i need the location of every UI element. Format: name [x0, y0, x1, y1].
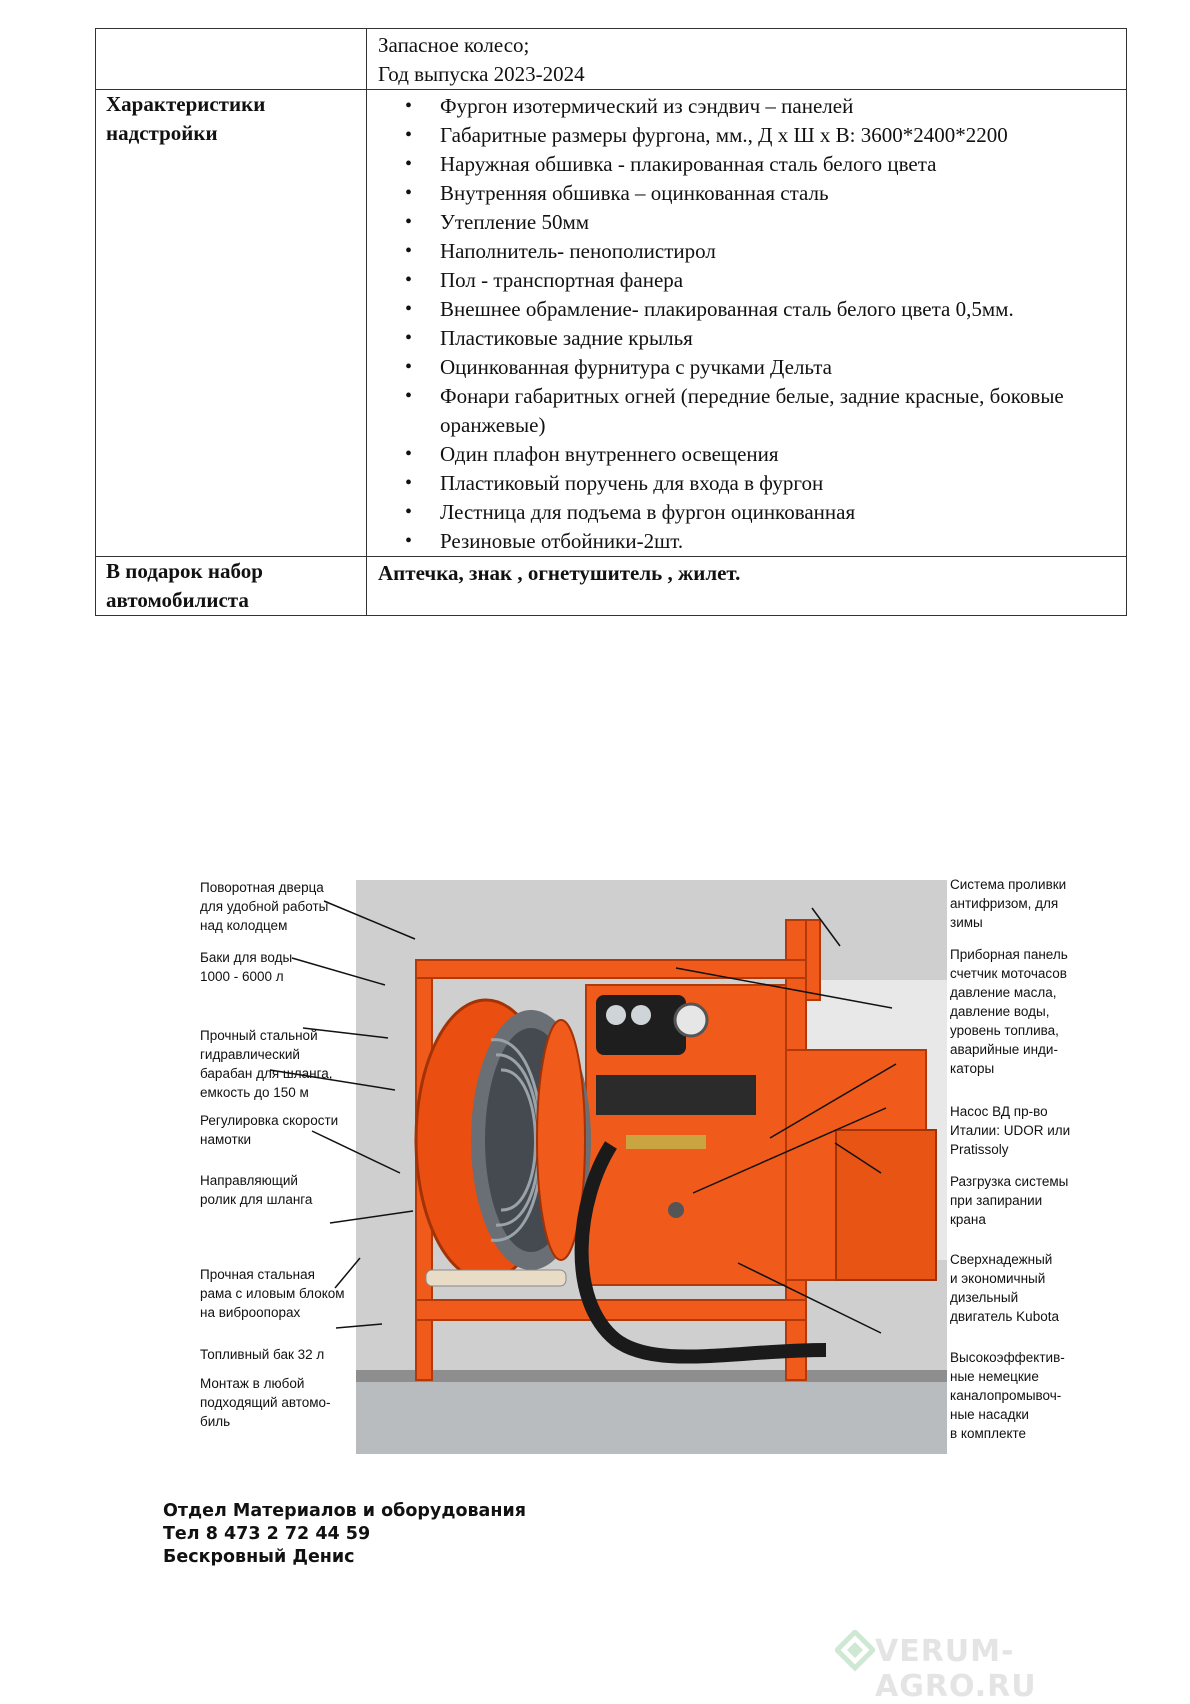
equipment-figure [200, 878, 1105, 1458]
spare-wheel-text: Запасное колесо; [378, 33, 530, 57]
list-item: • Внутренняя обшивка – оцинкованная сталь [440, 179, 1116, 208]
body-spec-cell [367, 90, 1127, 557]
row-label-gift: В подарок набор автомобилиста [96, 557, 367, 616]
callout-mounting: Монтаж в любой подходящий автомо- биль [200, 1376, 331, 1429]
table-cell-continued [367, 29, 1127, 90]
callout-winding-speed: Регулировка скорости намотки [200, 1113, 339, 1147]
callout-antifreeze: Система проливки антифризом, для зимы [950, 877, 1067, 930]
list-item: • Оцинкованная фурнитура с ручками Дельта [440, 353, 1116, 382]
callout-guide-roller: Направляющий ролик для шланга [200, 1173, 313, 1207]
contact-phone: Тел 8 473 2 72 44 59 [163, 1524, 371, 1544]
list-item: • Пластиковый поручень для входа в фургон [440, 469, 1116, 498]
list-item: • Один плафон внутреннего освещения [440, 440, 1116, 469]
table-cell-empty [96, 29, 367, 90]
callout-dashboard: Приборная панель счетчик моточасов давление масла, давление воды, уровень топлива, аварийные инди- каторы [950, 947, 1068, 1076]
callout-swivel-door: Поворотная дверца для удобной работы над колодцем [200, 880, 329, 933]
contact-person: Бескровный Денис [163, 1547, 355, 1567]
callout-diesel-engine: Сверхнадежный и экономичный дизельный двигатель Kubota [950, 1252, 1059, 1324]
list-item: • Наружная обшивка - плакированная сталь белого цвета [440, 150, 1116, 179]
gift-value: Аптечка, знак , огнетушитель , жилет. [367, 557, 1127, 616]
callout-hp-pump: Насос ВД пр-во Италии: UDOR или Pratissoly [950, 1104, 1071, 1157]
list-item: • Фонари габаритных огней (передние белые, задние красные, боковые оранжевые) [440, 382, 1116, 440]
spec-table [95, 28, 1127, 616]
list-item: • Пластиковые задние крылья [440, 324, 1116, 353]
callout-water-tanks: Баки для воды 1000 - 6000 л [200, 950, 293, 984]
contact-department: Отдел Материалов и оборудования [163, 1501, 526, 1521]
table-row [96, 90, 1127, 557]
table-row [96, 29, 1127, 90]
body-spec-list [378, 92, 1116, 556]
row-label-body: Характеристики надстройки [96, 90, 367, 557]
callout-hose-drum: Прочный стальной гидравлический барабан для шланга, емкость до 150 м [200, 1028, 333, 1100]
list-item: • Резиновые отбойники-2шт. [440, 527, 1116, 556]
watermark-text: VERUM-AGRO.RU [875, 1634, 1037, 1704]
list-item: • Фургон изотермический из сэндвич – панелей [440, 92, 1116, 121]
contact-block [163, 1500, 526, 1569]
verum-logo-icon [835, 1630, 875, 1674]
list-item: • Лестница для подъема в фургон оцинкованная [440, 498, 1116, 527]
callout-nozzles: Высокоэффектив- ные немецкие каналопромывоч- ные насадки в комплекте [950, 1350, 1065, 1441]
callout-fuel-tank: Топливный бак 32 л [200, 1347, 325, 1362]
list-item: • Габаритные размеры фургона, мм., Д х Ш х В: 3600*2400*2200 [440, 121, 1116, 150]
callout-pressure-relief: Разгрузка системы при запирании крана [950, 1174, 1069, 1227]
list-item: • Наполнитель- пенополистирол [440, 237, 1116, 266]
table-row [96, 557, 1127, 616]
list-item: • Внешнее обрамление- плакированная сталь белого цвета 0,5мм. [440, 295, 1116, 324]
list-item: • Утепление 50мм [440, 208, 1116, 237]
callout-steel-frame: Прочная стальная рама с иловым блоком на виброопорах [200, 1267, 345, 1320]
watermark [835, 1630, 1135, 1704]
year-text: Год выпуска 2023-2024 [378, 62, 585, 86]
list-item: • Пол - транспортная фанера [440, 266, 1116, 295]
